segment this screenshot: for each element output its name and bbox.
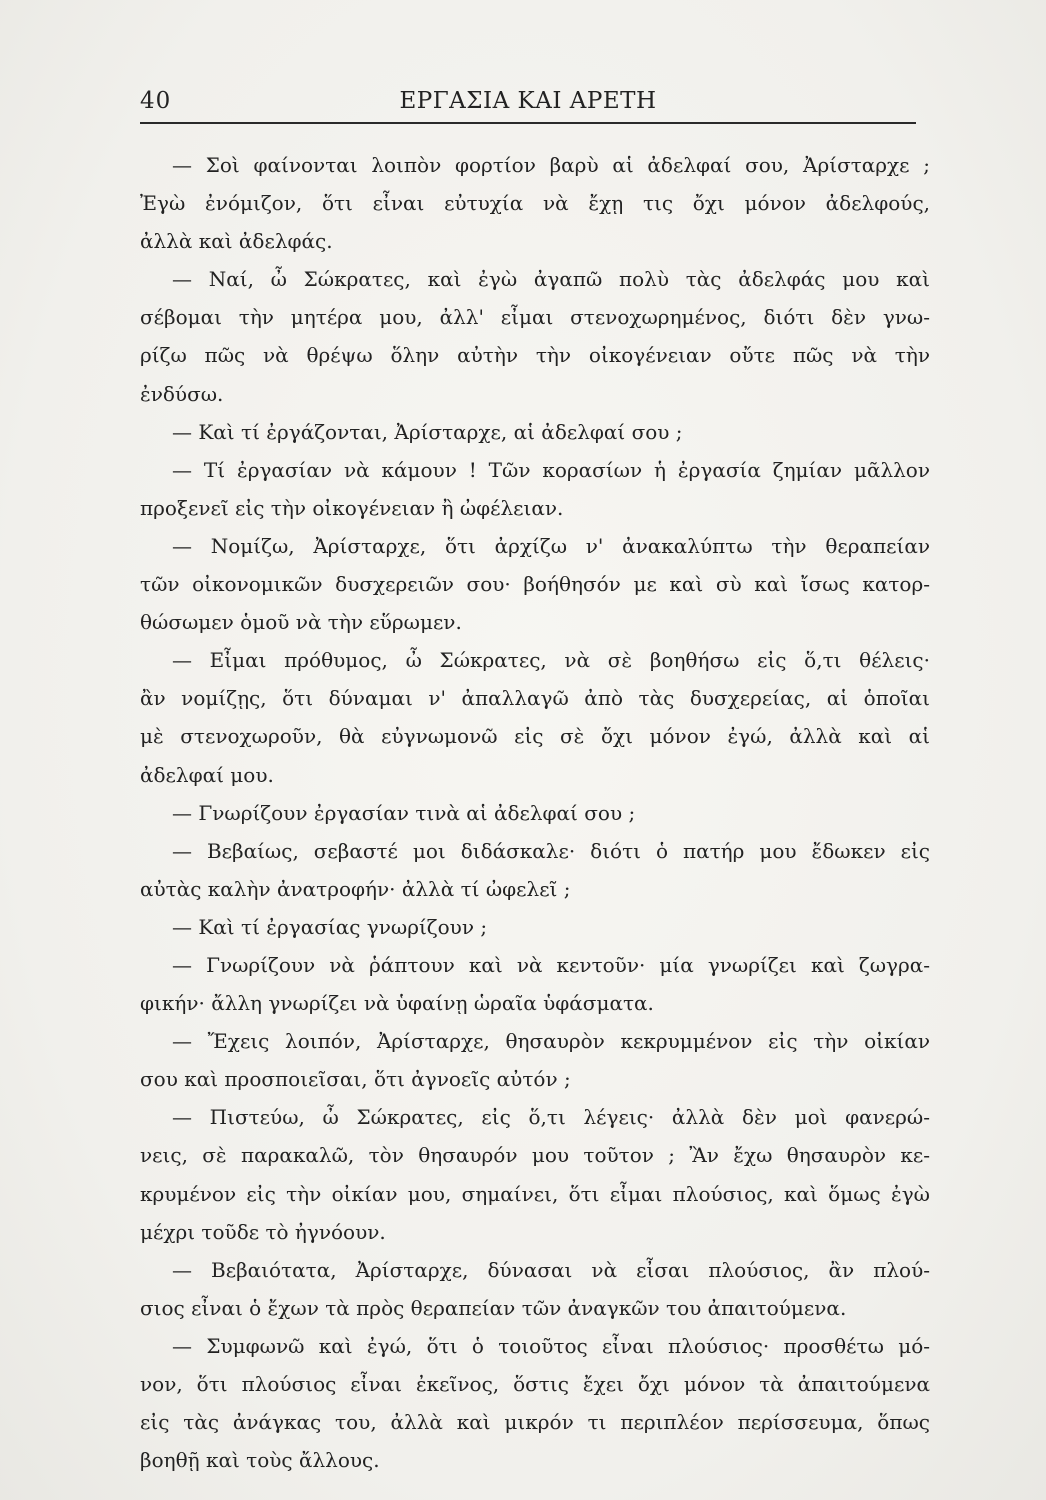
text-line: — Ναί, ὦ Σώκρατες, καὶ ἐγὼ ἀγαπῶ πολὺ τὰς ἀδελφάς μου καὶ — [172, 267, 930, 292]
header-rule — [140, 122, 916, 124]
text-line: βοηθῇ καὶ τοὺς ἄλλους. — [140, 1448, 380, 1473]
text-line: — Βεβαίως, σεβαστέ μοι διδάσκαλε· διότι ὁ πατήρ μου ἔδωκεν εἰς — [172, 838, 930, 863]
text-line: σιος εἶναι ὁ ἔχων τὰ πρὸς θεραπείαν τῶν ἀναγκῶν του ἀπαιτούμενα. — [140, 1295, 847, 1320]
text-line: σέβομαι τὴν μητέρα μου, ἀλλ' εἶμαι στενοχωρημένος, διότι δὲν γνω- — [140, 305, 930, 330]
text-line: ρίζω πῶς νὰ θρέψω ὅλην αὐτὴν τὴν οἰκογένειαν οὔτε πῶς νὰ τὴν — [140, 343, 930, 368]
text-line: — Νομίζω, Ἀρίσταρχε, ὅτι ἀρχίζω ν' ἀνακαλύπτω τὴν θεραπείαν — [172, 533, 930, 558]
text-line: — Σοὶ φαίνονται λοιπὸν φορτίον βαρὺ αἱ ἀδελφαί σου, Ἀρίσταρχε ; — [172, 153, 930, 177]
text-line: — Γνωρίζουν ἐργασίαν τινὰ αἱ ἀδελφαί σου ; — [172, 800, 636, 825]
text-line: φικήν· ἄλλη γνωρίζει νὰ ὑφαίνῃ ὡραῖα ὑφάσματα. — [140, 991, 654, 1016]
page-header — [140, 84, 916, 124]
text-line: μὲ στενοχωροῦν, θὰ εὐγνωμονῶ εἰς σὲ ὄχι μόνον ἐγώ, ἀλλὰ καὶ αἱ — [140, 724, 930, 749]
text-line: μέχρι τοῦδε τὸ ἠγνόουν. — [140, 1219, 386, 1244]
text-line: — Εἶμαι πρόθυμος, ὦ Σώκρατες, νὰ σὲ βοηθήσω εἰς ὅ,τι θέλεις· — [172, 648, 930, 673]
page-number: 40 — [140, 88, 172, 114]
text-line: — Τί ἐργασίαν νὰ κάμουν ! Τῶν κορασίων ἡ ἐργασία ζημίαν μᾶλλον — [172, 457, 930, 482]
text-line: — Πιστεύω, ὦ Σώκρατες, εἰς ὅ,τι λέγεις· ἀλλὰ δὲν μοὶ φανερώ- — [172, 1105, 930, 1130]
text-line: σου καὶ προσποιεῖσαι, ὅτι ἀγνοεῖς αὐτόν ; — [140, 1067, 571, 1092]
text-line: — Ἔχεις λοιπόν, Ἀρίσταρχε, θησαυρὸν κεκρυμμένον εἰς τὴν οἰκίαν — [172, 1029, 930, 1054]
text-line: κρυμένον εἰς τὴν οἰκίαν μου, σημαίνει, ὅτι εἶμαι πλούσιος, καὶ ὅμως ἐγὼ — [140, 1181, 930, 1206]
text-line: αὐτὰς καλὴν ἀνατροφήν· ἀλλὰ τί ὠφελεῖ ; — [140, 876, 571, 901]
text-line: εἰς τὰς ἀνάγκας του, ἀλλὰ καὶ μικρόν τι περιπλέον περίσσευμα, ὅπως — [140, 1410, 930, 1435]
text-line: ἐνδύσω. — [140, 381, 224, 406]
text-line: τῶν οἰκονομικῶν δυσχερειῶν σου· βοήθησόν με καὶ σὺ καὶ ἴσως κατορ- — [140, 572, 930, 597]
text-line: — Γνωρίζουν νὰ ῥάπτουν καὶ νὰ κεντοῦν· μία γνωρίζει καὶ ζωγρα- — [172, 952, 930, 977]
text-line: νον, ὅτι πλούσιος εἶναι ἐκεῖνος, ὅστις ἔχει ὄχι μόνον τὰ ἀπαιτούμενα — [140, 1372, 930, 1396]
text-body — [140, 146, 930, 1479]
text-line: — Καὶ τί ἐργάζονται, Ἀρίσταρχε, αἱ ἀδελφαί σου ; — [172, 419, 683, 444]
text-line: ἀλλὰ καὶ ἀδελφάς. — [140, 229, 333, 254]
text-line: ἀδελφαί μου. — [140, 762, 274, 787]
text-line: νεις, σὲ παρακαλῶ, τὸν θησαυρόν μου τοῦτον ; Ἂν ἔχω θησαυρὸν κε- — [140, 1143, 930, 1168]
text-line: προξενεῖ εἰς τὴν οἰκογένειαν ἢ ὠφέλειαν. — [140, 495, 564, 520]
text-line: — Καὶ τί ἐργασίας γνωρίζουν ; — [172, 914, 488, 939]
text-line: θώσωμεν ὁμοῦ νὰ τὴν εὕρωμεν. — [140, 610, 462, 635]
text-line: Ἐγὼ ἐνόμιζον, ὅτι εἶναι εὐτυχία νὰ ἔχῃ τις ὄχι μόνον ἀδελφούς, — [140, 191, 930, 216]
text-line: — Βεβαιότατα, Ἀρίσταρχε, δύνασαι νὰ εἶσαι πλούσιος, ἂν πλού- — [172, 1257, 930, 1282]
running-title: ΕΡΓΑΣΙΑ ΚΑΙ ΑΡΕΤΗ — [399, 88, 657, 114]
text-line: ἂν νομίζῃς, ὅτι δύναμαι ν' ἀπαλλαγῶ ἀπὸ τὰς δυσχερείας, αἱ ὁποῖαι — [140, 686, 930, 711]
text-line: — Συμφωνῶ καὶ ἐγώ, ὅτι ὁ τοιοῦτος εἶναι πλούσιος· προσθέτω μό- — [172, 1333, 930, 1358]
